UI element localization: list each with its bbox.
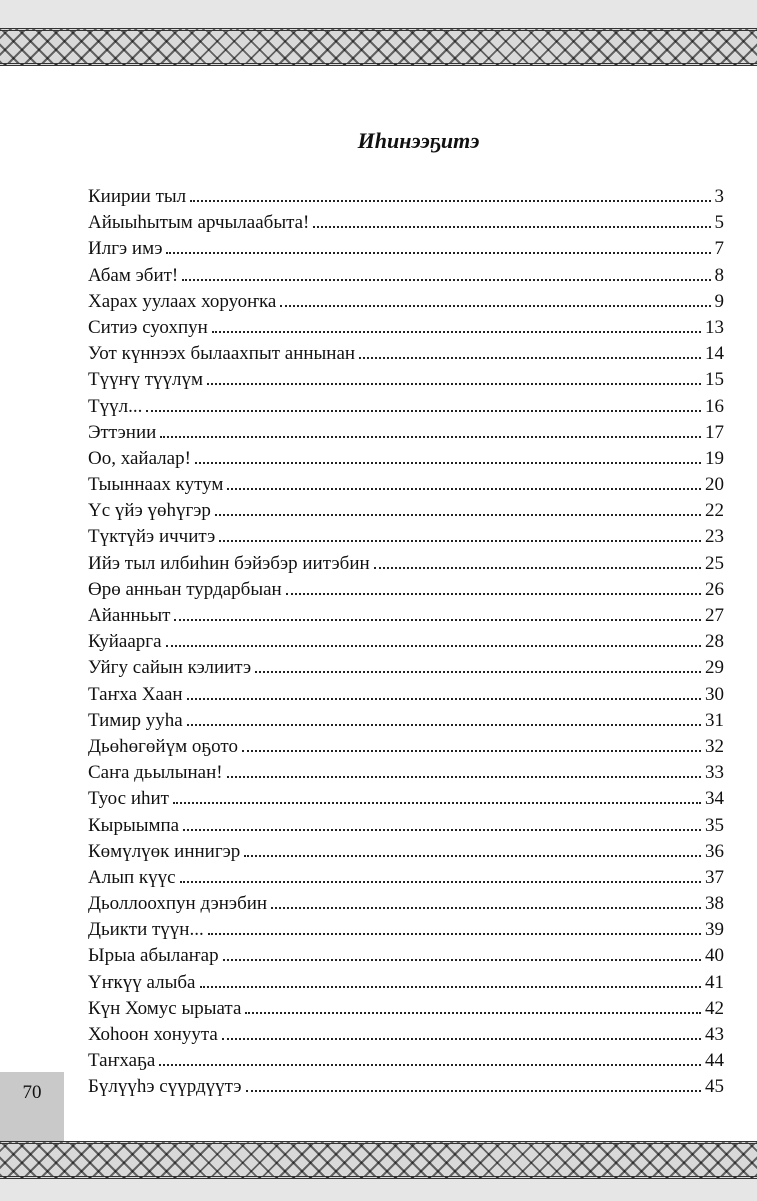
toc-entry-page: 42	[705, 997, 724, 1019]
dot-leader	[190, 180, 710, 202]
toc-entry-title: Оо, хайалар!	[88, 447, 191, 469]
toc-entry-title: Абам эбит!	[88, 264, 179, 286]
dot-leader	[227, 756, 701, 778]
toc-entry	[88, 206, 724, 232]
toc-entry	[88, 285, 724, 311]
toc-entry	[88, 730, 724, 756]
toc-entry-title: Күн Хомус ырыата	[88, 997, 242, 1019]
toc-entry	[88, 259, 724, 285]
dot-leader	[208, 913, 701, 935]
toc-entry	[88, 520, 724, 546]
toc-entry	[88, 782, 724, 808]
toc-entry	[88, 599, 724, 625]
dot-leader	[255, 651, 701, 673]
toc-entry	[88, 756, 724, 782]
dot-leader	[242, 730, 701, 752]
toc-entry-title: Киирии тыл	[88, 186, 187, 207]
toc-entry	[88, 966, 724, 992]
toc-entry	[88, 442, 724, 468]
toc-entry	[88, 809, 724, 835]
toc-entry	[88, 704, 724, 730]
toc-entry-title: Таҥха Хаан	[88, 683, 183, 705]
toc-entry-title: Түктүйэ иччитэ	[88, 526, 216, 548]
dot-leader	[223, 939, 701, 961]
toc-entry-page: 25	[705, 552, 724, 574]
toc-entry-title: Туос иhит	[88, 788, 169, 810]
toc-entry	[88, 311, 724, 337]
toc-entry-title: Ийэ тыл илбиhин бэйэбэр иитэбин	[88, 552, 370, 574]
toc-entry-page: 34	[705, 788, 724, 810]
toc-entry-title: Уйгу сайын кэлиитэ	[88, 657, 252, 679]
toc-entry-page: 32	[705, 735, 724, 757]
toc-entry-title: Дьоллоохпун дэнэбин	[88, 893, 268, 915]
toc-entry-page: 26	[705, 578, 724, 600]
toc-entry-title: Куйаарга	[88, 631, 162, 653]
toc-entry-page: 37	[705, 866, 724, 888]
dot-leader	[245, 992, 701, 1014]
toc-entry-page: 16	[705, 395, 724, 417]
toc-entry	[88, 180, 724, 206]
bottom-ornament-border	[0, 1141, 757, 1179]
toc-entry	[88, 1044, 724, 1070]
toc-entry-page: 8	[714, 264, 724, 286]
toc-entry	[88, 678, 724, 704]
dot-leader	[200, 966, 702, 988]
toc-entry-title: Саҥа дьылынан!	[88, 762, 223, 784]
bottom-margin-band	[0, 1179, 757, 1201]
dot-leader	[280, 285, 710, 307]
toc-entry-page: 17	[705, 421, 724, 443]
toc-entry-title: Хоhоон хонуута	[88, 1024, 218, 1045]
toc-entry-page: 38	[705, 893, 724, 915]
dot-leader	[160, 416, 701, 438]
toc-entry-page: 33	[705, 762, 724, 784]
toc-entry-page: 15	[705, 369, 724, 391]
dot-leader	[166, 232, 710, 254]
page-number: 70	[22, 1082, 42, 1103]
toc-entry	[88, 337, 724, 363]
toc-entry-page: 28	[705, 631, 724, 653]
toc-entry-title: Үҥкүү алыба	[88, 971, 196, 993]
toc-entry-page: 14	[705, 343, 724, 365]
toc-entry-page: 19	[705, 447, 724, 469]
toc-entry	[88, 651, 724, 677]
dot-leader	[244, 835, 701, 857]
toc-entry-title: Алып күүс	[88, 866, 176, 888]
toc-entry-title: Эттэнии	[88, 421, 157, 443]
toc-entry-page: 36	[705, 840, 724, 862]
dot-leader	[173, 782, 701, 804]
dot-leader	[159, 1044, 701, 1066]
page-number-tab	[0, 1072, 64, 1141]
dot-leader	[166, 625, 701, 647]
dot-leader	[187, 704, 701, 726]
dot-leader	[195, 442, 701, 464]
toc-entry-title: Илгэ имэ	[88, 238, 163, 260]
dot-leader	[183, 809, 701, 831]
toc-entry-page: 43	[705, 1024, 724, 1045]
toc-entry-page: 23	[705, 526, 724, 548]
toc-entry	[88, 1018, 724, 1044]
toc-entry	[88, 468, 724, 494]
dot-leader	[286, 573, 701, 595]
toc-entry-title: Таҥхаҕа	[88, 1050, 156, 1072]
dot-leader	[246, 1070, 701, 1092]
toc-entry-title: Айыыhытым арчылаабыта!	[88, 212, 310, 234]
dot-leader	[222, 1018, 701, 1040]
dot-leader	[212, 311, 701, 333]
toc-entry-page: 7	[714, 238, 724, 260]
dot-leader	[174, 599, 701, 621]
toc-entry-page: 29	[705, 657, 724, 679]
toc-entry	[88, 390, 724, 416]
toc-entry	[88, 939, 724, 965]
toc-entry-title: Ырыа абылаҥар	[88, 945, 219, 967]
dot-leader	[313, 206, 710, 228]
toc-entry-title: Кырыымпа	[88, 814, 180, 836]
dot-leader	[271, 887, 701, 909]
toc-entry	[88, 363, 724, 389]
dot-leader	[180, 861, 701, 883]
toc-entry	[88, 547, 724, 573]
toc-entry	[88, 416, 724, 442]
toc-entry-page: 13	[705, 316, 724, 338]
toc-entry-page: 35	[705, 814, 724, 836]
dot-leader	[227, 468, 701, 490]
toc-entry-title: Бүлүүhэ сүүрдүүтэ	[88, 1076, 242, 1098]
toc-entry-title: Тимир ууhа	[88, 709, 183, 731]
toc-entry-page: 39	[705, 919, 724, 941]
toc-entry-title: Түүҥү түүлүм	[88, 369, 204, 391]
toc-entry	[88, 573, 724, 599]
toc-entry-title: Үс үйэ үөhүгэр	[88, 500, 211, 522]
toc-entry-page: 41	[705, 971, 724, 993]
dot-leader	[374, 547, 701, 569]
dot-leader	[219, 520, 701, 542]
toc-entry-page: 9	[714, 290, 724, 312]
toc-entry	[88, 625, 724, 651]
toc-entry	[88, 992, 724, 1018]
dot-leader	[182, 259, 710, 281]
toc-entry-title: Өрө анньан турдарбыан	[88, 578, 282, 600]
toc-entry-page: 45	[705, 1076, 724, 1098]
dot-leader	[359, 337, 701, 359]
toc-entry-page: 3	[714, 186, 724, 207]
toc-entry-page: 5	[714, 212, 724, 234]
table-of-contents	[88, 180, 724, 1097]
toc-entry-page: 31	[705, 709, 724, 731]
dot-leader	[207, 363, 701, 385]
toc-entry-title: Көмүлүөк иннигэр	[88, 840, 241, 862]
toc-entry-title: Айанньыт	[88, 605, 171, 626]
toc-entry-page: 44	[705, 1050, 724, 1072]
toc-entry-page: 20	[705, 474, 724, 496]
toc-entry	[88, 1070, 724, 1096]
toc-entry-title: Тыыннаах кутум	[88, 474, 224, 496]
dot-leader	[215, 494, 701, 516]
toc-entry	[88, 232, 724, 258]
toc-entry	[88, 494, 724, 520]
toc-entry-title: Түүл...	[88, 395, 143, 417]
toc-entry-page: 30	[705, 683, 724, 705]
toc-entry-page: 22	[705, 500, 724, 522]
toc-entry-title: Дьикти түүн...	[88, 919, 204, 941]
dot-leader	[187, 678, 701, 700]
top-ornament-border	[0, 28, 757, 66]
toc-entry-title: Харах уулаах хоруоҥка	[88, 290, 277, 312]
toc-entry	[88, 887, 724, 913]
toc-entry	[88, 913, 724, 939]
toc-entry	[88, 835, 724, 861]
toc-entry	[88, 861, 724, 887]
top-margin-band	[0, 0, 757, 28]
toc-entry-page: 27	[705, 605, 724, 626]
toc-entry-title: Ситиэ суохпун	[88, 316, 208, 338]
toc-entry-page: 40	[705, 945, 724, 967]
toc-entry-title: Дьөhөгөйүм оҕото	[88, 735, 238, 757]
page-title: Иhинээҕитэ	[357, 128, 480, 153]
dot-leader	[146, 390, 701, 412]
toc-entry-title: Уот күннээх былаахпыт аннынан	[88, 343, 356, 365]
